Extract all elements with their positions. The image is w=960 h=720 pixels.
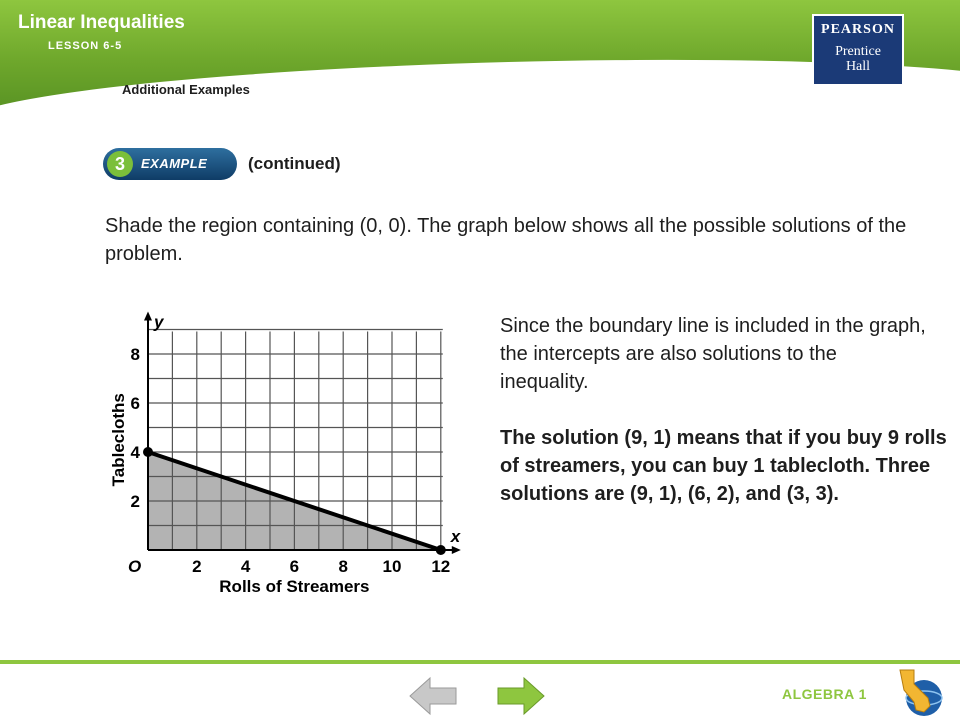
y-tick-label: 2 xyxy=(130,492,140,511)
header-banner xyxy=(0,0,960,108)
solution-text: The solution (9, 1) means that if you buy 9 rolls of streamers, you can buy 1 tablecloth. Three solutions are (9, 1), (6, 2), and (3, 3). xyxy=(500,427,947,505)
logo-prentice-hall-text xyxy=(814,44,902,74)
x-axis-arrowhead xyxy=(452,546,461,554)
california-globe-icon xyxy=(894,666,944,718)
x-tick-label: 12 xyxy=(431,557,451,576)
logo-hall: Hall xyxy=(845,59,871,74)
x-tick-label: 4 xyxy=(240,557,251,576)
x-tick-label: 8 xyxy=(338,557,348,576)
logo-pearson-text: PEARSON xyxy=(821,22,895,37)
x-tick-label: 2 xyxy=(192,557,202,576)
origin-label: O xyxy=(128,557,142,576)
x-axis-letter: x xyxy=(450,527,461,546)
y-axis-arrowhead xyxy=(144,312,152,321)
footer-divider xyxy=(0,660,960,664)
section-subtitle: Additional Examples xyxy=(122,82,250,97)
boundary-endpoint xyxy=(143,447,153,457)
y-tick-label: 6 xyxy=(130,394,140,413)
page-title: Linear Inequalities xyxy=(18,12,185,33)
intro-text: Shade the region containing (0, 0). The graph below shows all the possible solutions of the problem. xyxy=(105,215,907,265)
x-tick-label: 6 xyxy=(289,557,300,576)
continued-label: (continued) xyxy=(248,154,341,173)
y-axis-title: Tablecloths xyxy=(109,393,128,487)
next-arrow-button[interactable] xyxy=(496,676,546,716)
y-axis-letter: y xyxy=(154,312,164,332)
x-tick-label: 10 xyxy=(382,557,402,576)
example-label: EXAMPLE xyxy=(141,156,208,171)
pearson-logo xyxy=(812,14,904,86)
explanation-text: Since the boundary line is included in the graph, the intercepts are also solutions to the inequality. xyxy=(500,315,926,393)
boundary-endpoint xyxy=(436,545,446,555)
x-axis-title: Rolls of Streamers xyxy=(219,577,370,596)
algebra-label: ALGEBRA 1 xyxy=(782,686,867,702)
back-arrow-button[interactable] xyxy=(408,676,458,716)
y-tick-label: 8 xyxy=(130,345,140,364)
y-tick-label: 4 xyxy=(130,443,140,462)
logo-prentice: Prentice xyxy=(835,44,881,59)
example-number: 3 xyxy=(107,151,133,177)
example-badge xyxy=(103,148,237,180)
lesson-label: LESSON 6-5 xyxy=(48,40,123,52)
inequality-graph xyxy=(100,300,480,600)
